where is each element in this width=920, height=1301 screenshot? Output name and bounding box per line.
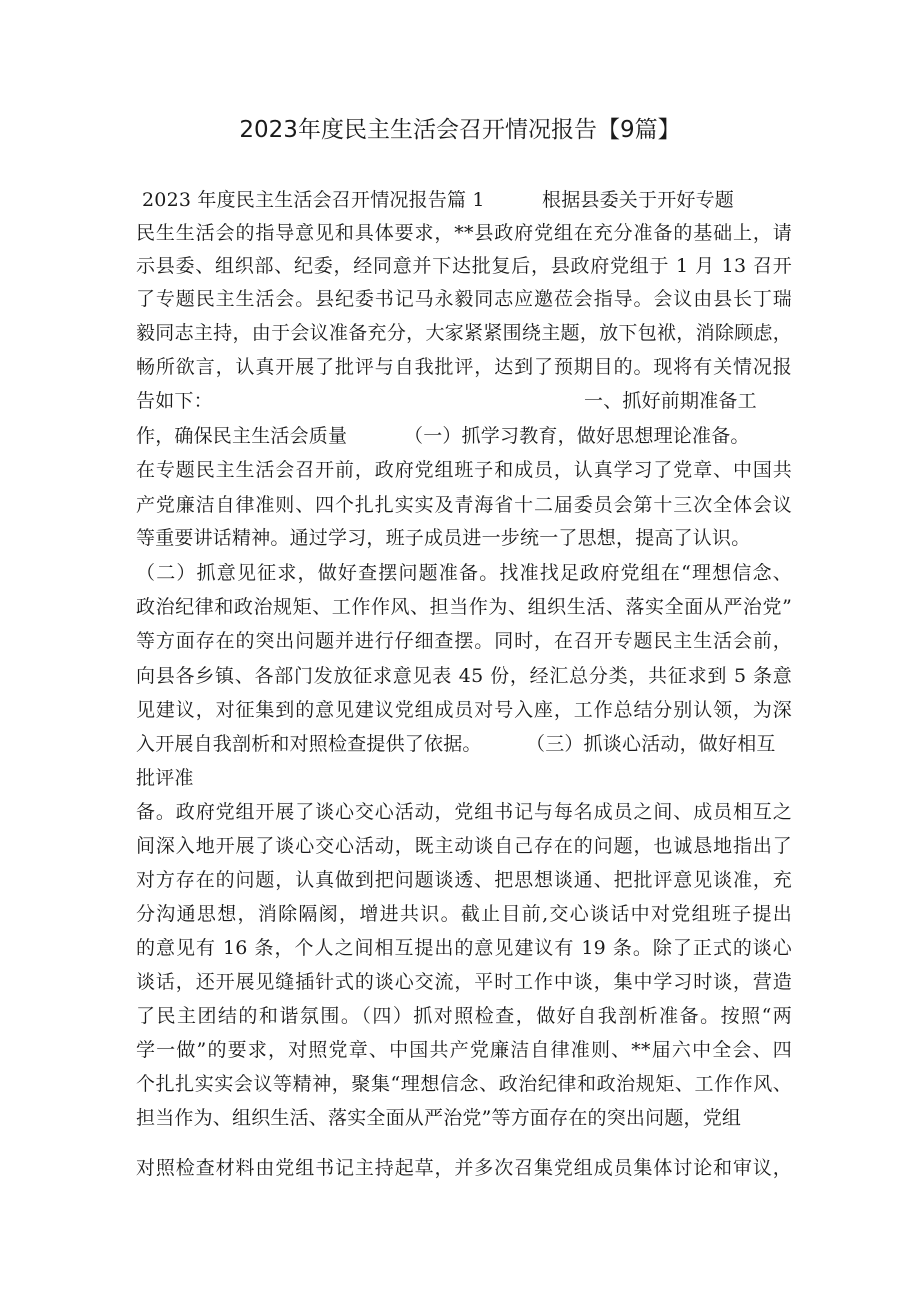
body-text-segment: 告如下： <box>136 390 213 412</box>
body-line: 个扎扎实实会议等精神，聚集“理想信念、政治纪律和政治规矩、工作作风、 <box>136 1073 792 1095</box>
body-line: （二）抓意见征求，做好查摆问题准备。找准找足政府党组在“理想信念、 <box>136 562 792 584</box>
subsection-heading: （三）抓谈心活动，做好相互 <box>526 733 776 755</box>
body-line: 学一做”的要求，对照党章、中国共产党廉洁自律准则、**届六中全会、四 <box>136 1039 792 1061</box>
body-line: 毅同志主持，由于会议准备充分，大家紧紧围绕主题，放下包袱，消除顾虑， <box>136 322 792 344</box>
section-heading: 一、抓好前期准备工 <box>584 390 757 412</box>
body-line: 等重要讲话精神。通过学习，班子成员进一步统一了思想，提高了认识。 <box>136 527 751 549</box>
subsection-heading: （一）抓学习教育，做好思想理论准备。 <box>404 425 750 447</box>
body-line: 向县各乡镇、各部门发放征求意见表 45 份，经汇总分类，共征求到 5 条意 <box>136 665 792 687</box>
body-line: 对方存在的问题，认真做到把问题谈透、把思想谈通、把批评意见谈准，充 <box>136 869 792 891</box>
body-line: 对照检查材料由党组书记主持起草，并多次召集党组成员集体讨论和审议， <box>136 1157 792 1179</box>
body-line: 备。政府党组开展了谈心交心活动，党组书记与每名成员之间、成员相互之 <box>136 801 792 823</box>
body-text-segment: 入开展自我剖析和对照检查提供了依据。 <box>136 733 482 755</box>
body-line: 了专题民主生活会。县纪委书记马永毅同志应邀莅会指导。会议由县长丁瑞 <box>136 288 792 310</box>
body-line: 畅所欲言，认真开展了批评与自我批评，达到了预期目的。现将有关情况报 <box>136 356 792 378</box>
body-line: 了民主团结的和谐氛围。（四）抓对照检查，做好自我剖析准备。按照“两 <box>136 1005 792 1027</box>
body-line: 政治纪律和政治规矩、工作作风、担当作为、组织生活、落实全面从严治党” <box>136 596 792 618</box>
body-line: 示县委、组织部、纪委，经同意并下达批复后，县政府党组于 1 月 13 召开 <box>136 255 792 277</box>
body-line: 间深入地开展了谈心交心活动，既主动谈自己存在的问题，也诚恳地指出了 <box>136 835 792 857</box>
article-heading: 2023 年度民主生活会召开情况报告篇 1 <box>142 189 485 211</box>
body-line: 民生生活会的指导意见和具体要求，**县政府党组在充分准备的基础上，请 <box>136 222 792 244</box>
body-line: 在专题民主生活会召开前，政府党组班子和成员，认真学习了党章、中国共 <box>136 459 792 481</box>
body-line: 批评准 <box>136 767 194 789</box>
body-line: 见建议，对征集到的意见建议党组成员对号入座，工作总结分别认领，为深 <box>136 699 792 721</box>
body-line: 的意见有 16 条，个人之间相互提出的意见建议有 19 条。除了正式的谈心 <box>136 937 792 959</box>
body-line: 担当作为、组织生活、落实全面从严治党”等方面存在的突出问题，党组 <box>136 1107 742 1129</box>
body-line: 产党廉洁自律准则、四个扎扎实实及青海省十二届委员会第十三次全体会议 <box>136 494 792 516</box>
document-title: 2023年度民主生活会召开情况报告【9篇】 <box>239 117 681 143</box>
body-text-segment: 根据县委关于开好专题 <box>542 189 735 211</box>
body-line: 谈话，还开展见缝插针式的谈心交流，平时工作中谈，集中学习时谈，营造 <box>136 971 792 993</box>
section-heading-continued: 作，确保民主生活会质量 <box>136 425 348 447</box>
body-line: 分沟通思想，消除隔阂，增进共识。截止目前,交心谈话中对党组班子提出 <box>136 903 792 925</box>
body-line: 等方面存在的突出问题并进行仔细查摆。同时，在召开专题民主生活会前， <box>136 630 792 652</box>
